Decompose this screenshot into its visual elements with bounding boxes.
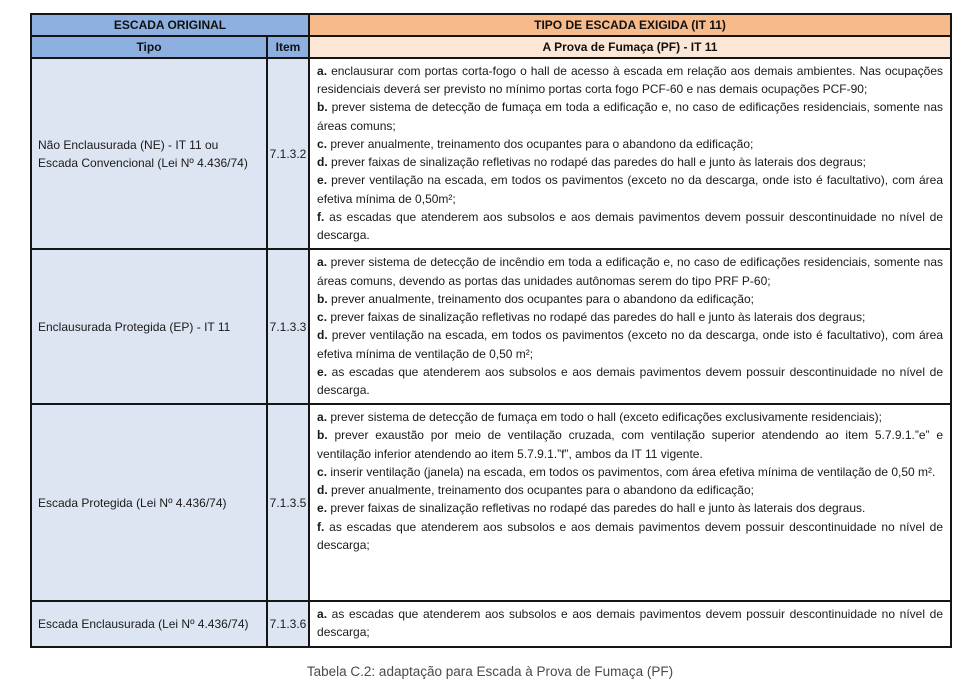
table-row	[31, 601, 951, 646]
desc-cell	[309, 249, 951, 404]
desc-cell	[309, 601, 951, 646]
header-tipo-exigida: TIPO DE ESCADA EXIGIDA (IT 11)	[309, 14, 951, 36]
desc-item: b. prever sistema de detecção de fumaça em toda a edificação e, no caso de edificações residenciais, somente nas áreas comuns;	[317, 100, 944, 133]
tipo-cell: Escada Protegida (Lei Nº 4.436/74)	[31, 404, 267, 601]
col-header-prova-fumaca: A Prova de Fumaça (PF) - IT 11	[309, 36, 951, 58]
desc-item: f. as escadas que atenderem aos subsolos e aos demais pavimentos devem possuir descontinuidade no nível de descarga;	[317, 519, 944, 552]
desc-item: b. prever anualmente, treinamento dos ocupantes para o abandono da edificação;	[317, 291, 754, 306]
desc-item: d. prever faixas de sinalização refletivas no rodapé das paredes do hall e junto às laterais dos degraus;	[317, 155, 867, 170]
header-row-2	[31, 36, 951, 58]
desc-item: e. as escadas que atenderem aos subsolos e aos demais pavimentos devem possuir descontinuidade no nível de descarga.	[317, 364, 944, 397]
desc-item: a. prever sistema de detecção de fumaça em todo o hall (exceto edificações exclusivamente residenciais);	[317, 410, 882, 425]
desc-item: b. prever exaustão por meio de ventilação cruzada, com ventilação superior atendendo ao item 5.7.9.1.”e” e ventilação inferior atendendo ao item 5.7.9.1.”f”, ambos da IT 11 vigente.	[317, 428, 944, 461]
desc-item: c. prever anualmente, treinamento dos ocupantes para o abandono da edificação;	[317, 136, 754, 151]
header-row-1	[31, 14, 951, 36]
desc-item: a. enclausurar com portas corta-fogo o hall de acesso à escada em relação aos demais ambientes. Nas ocupações residenciais deverá ser previsto no mínimo portas corta fogo PCF-60 e nas demais ocupações PCF-90;	[317, 64, 944, 97]
desc-item: c. prever faixas de sinalização refletivas no rodapé das paredes do hall e junto às laterais dos degraus;	[317, 310, 866, 325]
table-row	[31, 58, 951, 249]
desc-cell	[309, 58, 951, 249]
desc-item: d. prever anualmente, treinamento dos ocupantes para o abandono da edificação;	[317, 483, 754, 498]
col-header-tipo: Tipo	[31, 36, 267, 58]
desc-item: a. prever sistema de detecção de incêndio em toda a edificação e, no caso de edificações residenciais, somente nas áreas comuns, devendo as portas das unidades autônomas serem do tipo PRF P-60;	[317, 255, 944, 288]
table-caption: Tabela C.2: adaptação para Escada à Prova de Fumaça (PF)	[306, 664, 674, 679]
item-cell: 7.1.3.5	[267, 404, 309, 601]
col-header-item: Item	[267, 36, 309, 58]
escada-table	[30, 13, 952, 648]
desc-cell	[309, 404, 951, 601]
desc-item: e. prever faixas de sinalização refletivas no rodapé das paredes do hall e junto às laterais dos degraus.	[317, 501, 866, 516]
item-cell: 7.1.3.2	[267, 58, 309, 249]
desc-item: c. inserir ventilação (janela) na escada, em todos os pavimentos, com área efetiva mínima de ventilação de 0,50 m².	[317, 464, 936, 479]
desc-item: e. prever ventilação na escada, em todos os pavimentos (exceto no da descarga, onde isto é facultativo), com área efetiva mínima de 0,50m²;	[317, 173, 944, 206]
item-cell: 7.1.3.3	[267, 249, 309, 404]
item-cell: 7.1.3.6	[267, 601, 309, 646]
desc-item: f. as escadas que atenderem aos subsolos e aos demais pavimentos devem possuir descontinuidade no nível de descarga.	[317, 209, 944, 243]
tipo-cell: Enclausurada Protegida (EP) - IT 11	[31, 249, 267, 404]
desc-item: d. prever ventilação na escada, em todos os pavimentos (exceto no da descarga, onde isto é facultativo), com área efetiva mínima de ventilação de 0,50 m²;	[317, 328, 944, 361]
desc-item: a. as escadas que atenderem aos subsolos e aos demais pavimentos devem possuir descontinuidade no nível de descarga;	[317, 607, 944, 640]
tipo-cell: Escada Enclausurada (Lei Nº 4.436/74)	[31, 601, 267, 646]
table-row	[31, 404, 951, 601]
table-row	[31, 249, 951, 404]
header-escada-original: ESCADA ORIGINAL	[31, 14, 309, 36]
tipo-cell: Não Enclausurada (NE) - IT 11 ou Escada Convencional (Lei Nº 4.436/74)	[31, 58, 267, 249]
